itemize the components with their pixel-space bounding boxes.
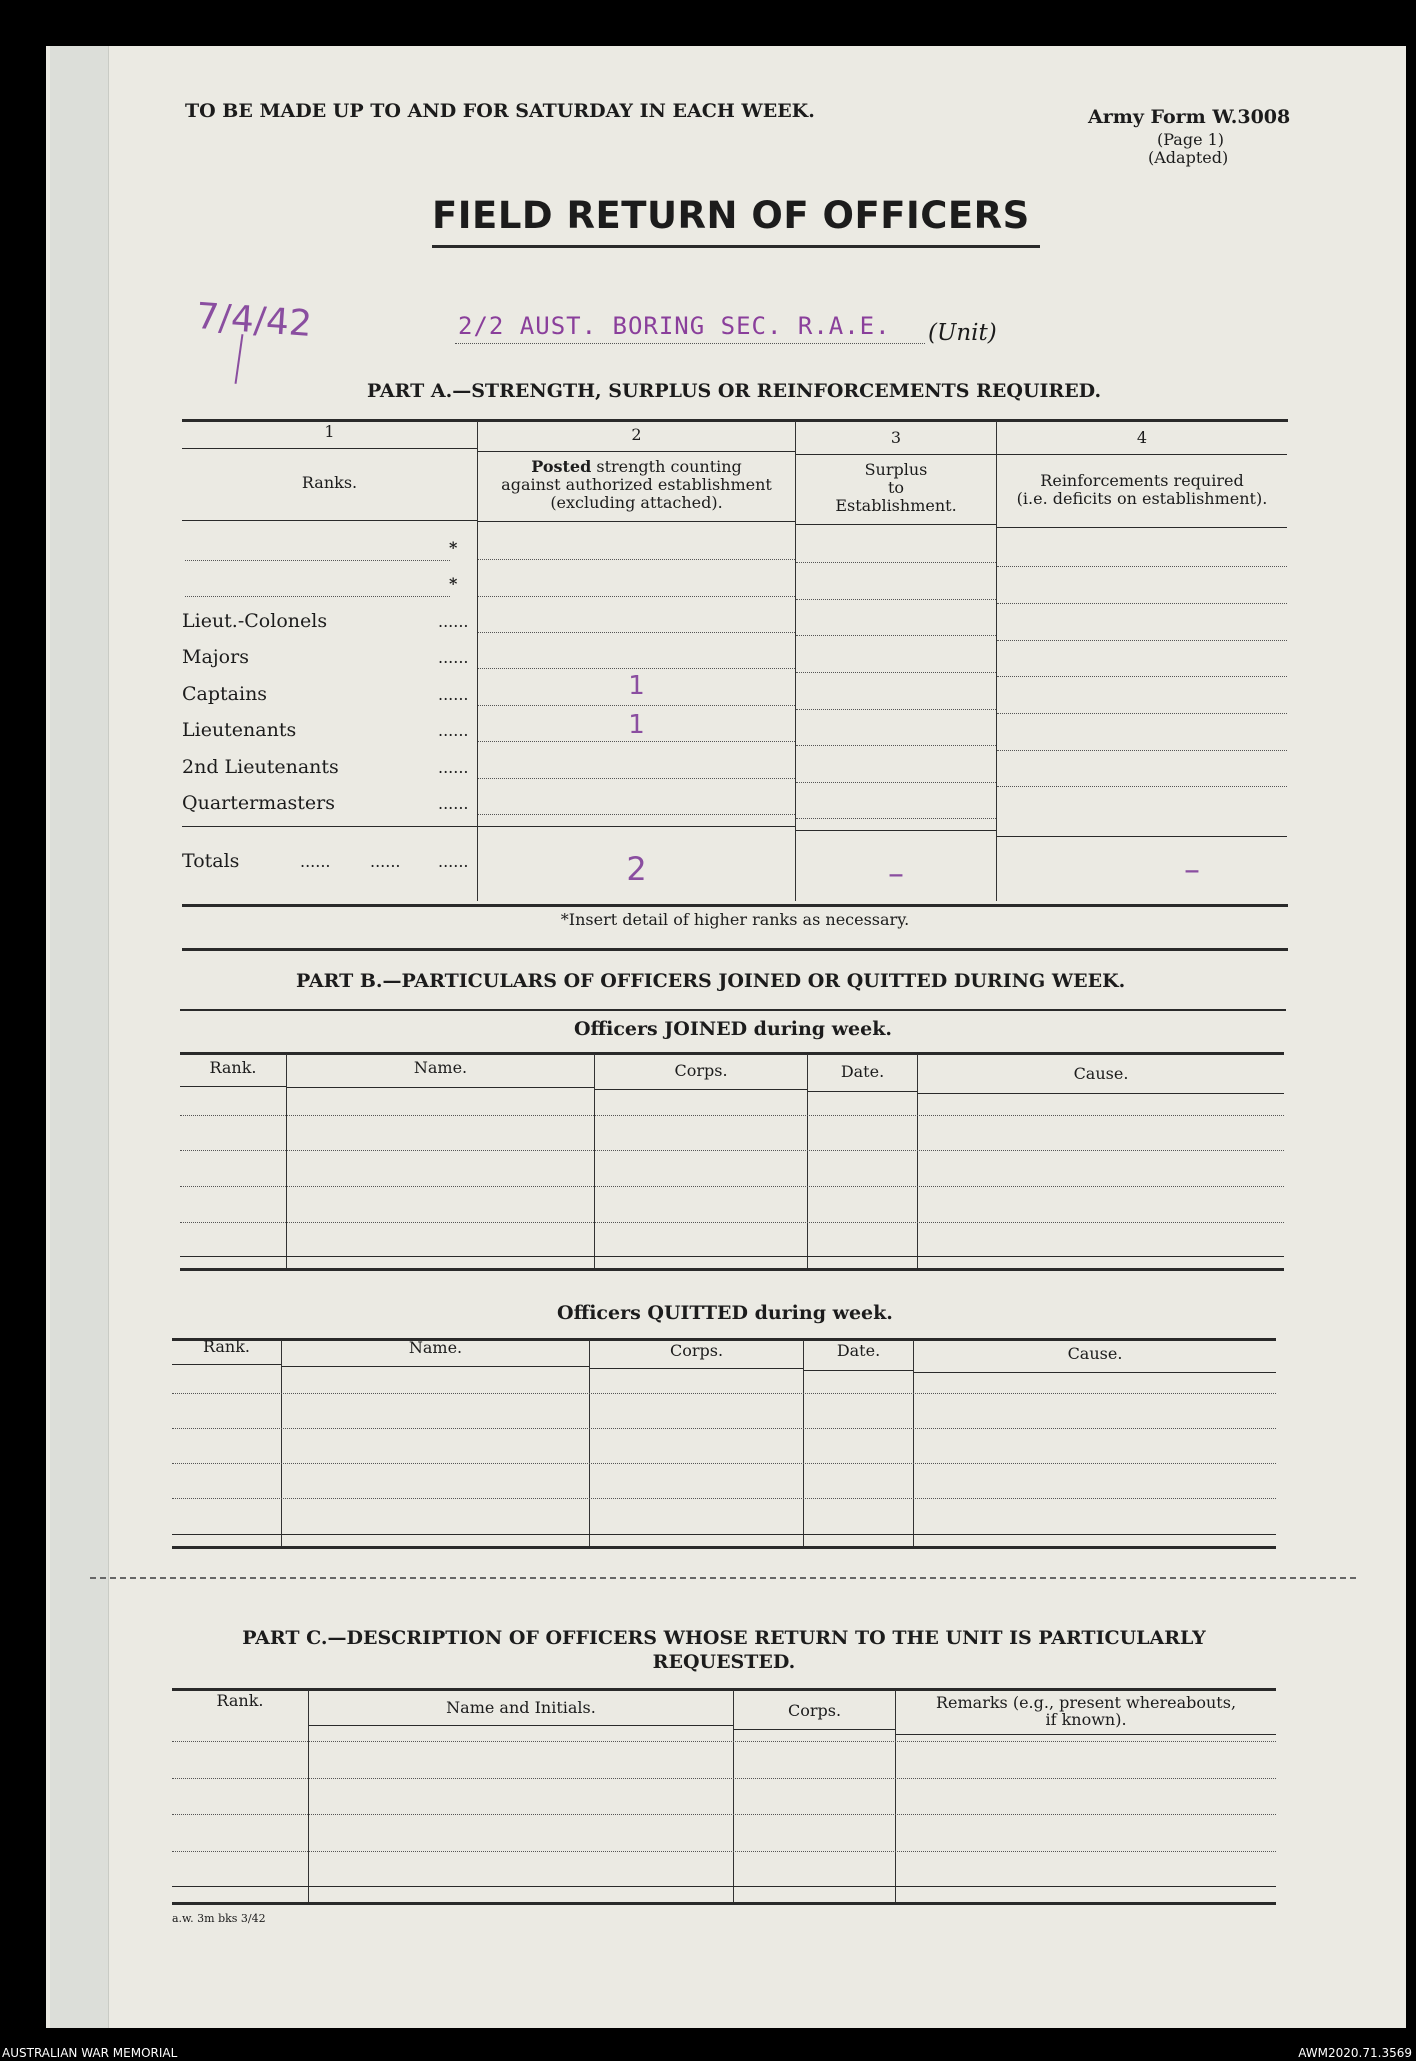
c2-dot-5 xyxy=(478,705,795,706)
joined-hdr-rule-5 xyxy=(918,1093,1284,1094)
col-number-1: 1 xyxy=(324,422,335,441)
header-surplus xyxy=(796,461,996,515)
rank-lieut-colonels: Lieut.-Colonels xyxy=(182,610,328,632)
part-c-remarks-line1: Remarks (e.g., present whereabouts, xyxy=(935,1693,1237,1712)
rank-quartermasters: Quartermasters xyxy=(182,792,335,814)
part-c-top-rule xyxy=(172,1688,1276,1691)
col2-header-rule xyxy=(478,521,795,522)
title-underline xyxy=(432,245,1040,248)
star-row-2-marker: * xyxy=(449,574,458,593)
part-a-footnote: *Insert detail of higher ranks as necessary. xyxy=(560,910,910,929)
totals-rule-col3 xyxy=(796,830,996,831)
quitted-row-1 xyxy=(172,1393,1276,1394)
header-ranks: Ranks. xyxy=(301,473,358,492)
c4-dot-1 xyxy=(997,566,1287,567)
star-row-1-line xyxy=(185,560,450,561)
c4-dot-2 xyxy=(997,603,1287,604)
c2-dot-4 xyxy=(478,668,795,669)
c3-dot-4 xyxy=(796,672,996,673)
part-c-col-remarks xyxy=(896,1694,1276,1728)
part-c-heading xyxy=(172,1626,1276,1674)
quitted-col-date: Date. xyxy=(836,1341,881,1360)
part-c-divider-1 xyxy=(308,1690,309,1902)
joined-hdr-rule-1 xyxy=(180,1086,286,1087)
col-number-2: 2 xyxy=(631,425,642,444)
totals-label: Totals xyxy=(182,850,240,872)
quitted-row-2 xyxy=(172,1428,1276,1429)
header-posted-bold: Posted xyxy=(531,457,592,476)
part-c-bottom-rule xyxy=(172,1902,1276,1905)
footer-institution: AUSTRALIAN WAR MEMORIAL xyxy=(2,2046,178,2060)
part-a-closing-rule xyxy=(182,948,1288,951)
quitted-divider-1 xyxy=(281,1340,282,1546)
totals-rule-col1 xyxy=(182,826,477,827)
col2-number-rule xyxy=(478,451,795,452)
part-c-hdr-rule-name xyxy=(309,1725,733,1726)
joined-hdr-rule-3 xyxy=(595,1089,807,1090)
totals-dots-c: ...... xyxy=(438,852,469,871)
joined-col-rank: Rank. xyxy=(209,1058,257,1077)
header-reinforcements xyxy=(997,472,1287,508)
part-c-hdr-rule-corps xyxy=(734,1729,895,1730)
c4-dot-6 xyxy=(997,750,1287,751)
part-c-col-rank: Rank. xyxy=(216,1691,264,1710)
c4-dot-3 xyxy=(997,640,1287,641)
part-a-heading: PART A.—STRENGTH, SURPLUS OR REINFORCEMENTS REQUIRED. xyxy=(367,380,1102,402)
joined-divider-3 xyxy=(807,1054,808,1268)
header-surplus-line3: Establishment. xyxy=(835,496,957,515)
part-c-row-3 xyxy=(172,1814,1276,1815)
quitted-hdr-rule-2 xyxy=(282,1366,589,1367)
totals-rule-col4 xyxy=(997,836,1287,837)
part-c-col-name: Name and Initials. xyxy=(446,1698,596,1717)
c4-dot-7 xyxy=(997,786,1287,787)
quitted-bottom-rule xyxy=(172,1546,1276,1549)
header-posted-strength xyxy=(478,458,795,512)
form-adapted: (Adapted) xyxy=(1148,148,1229,167)
col3-number-rule xyxy=(796,454,996,455)
rank-2nd-lieutenants: 2nd Lieutenants xyxy=(182,756,339,778)
quitted-hdr-rule-1 xyxy=(172,1364,281,1365)
header-reinf-line1: Reinforcements required xyxy=(1040,471,1244,490)
col-number-4: 4 xyxy=(1136,428,1148,447)
c2-dot-7 xyxy=(478,778,795,779)
tear-off-line xyxy=(90,1577,1356,1579)
form-page-number: (Page 1) xyxy=(1157,130,1225,149)
captains-posted-value: 1 xyxy=(628,671,645,701)
header-posted-rest: strength counting xyxy=(596,457,742,476)
joined-row-1 xyxy=(180,1115,1284,1116)
rank-dots-3: ...... xyxy=(438,721,469,740)
c3-dot-6 xyxy=(796,745,996,746)
footer-accession-number: AWM2020.71.3569 xyxy=(1298,2046,1412,2060)
totals-dots-b: ...... xyxy=(370,852,401,871)
joined-divider-4 xyxy=(917,1054,918,1268)
joined-title: Officers JOINED during week. xyxy=(573,1018,893,1040)
col-number-3: 3 xyxy=(890,428,902,447)
totals-reinforcements-value: – xyxy=(1184,850,1200,888)
totals-surplus-value: – xyxy=(888,854,904,892)
rank-dots-0: ...... xyxy=(438,612,469,631)
c2-dot-3 xyxy=(478,632,795,633)
rank-lieutenants: Lieutenants xyxy=(182,719,297,741)
part-c-col-corps: Corps. xyxy=(787,1701,842,1720)
print-code: a.w. 3m bks 3/42 xyxy=(172,1912,266,1925)
c3-dot-2 xyxy=(796,599,996,600)
c3-dot-3 xyxy=(796,635,996,636)
col1-header-rule xyxy=(182,520,477,521)
unit-label: (Unit) xyxy=(928,320,997,346)
joined-hdr-rule-4 xyxy=(808,1091,917,1092)
unit-stamp: 2/2 AUST. BORING SEC. R.A.E. xyxy=(458,312,891,340)
underlying-sheet xyxy=(50,46,109,2028)
col1-number-rule xyxy=(182,448,477,449)
joined-col-cause: Cause. xyxy=(1073,1064,1129,1083)
joined-row-2 xyxy=(180,1150,1284,1151)
quitted-hdr-rule-3 xyxy=(590,1368,803,1369)
c2-dot-2 xyxy=(478,596,795,597)
instruction-text: TO BE MADE UP TO AND FOR SATURDAY IN EACH WEEK. xyxy=(185,100,815,122)
quitted-title: Officers QUITTED during week. xyxy=(557,1302,893,1324)
quitted-row-3 xyxy=(172,1463,1276,1464)
totals-dots-a: ...... xyxy=(300,852,331,871)
col4-header-rule xyxy=(997,527,1287,528)
header-reinf-line2: (i.e. deficits on establishment). xyxy=(1016,489,1268,508)
quitted-col-rank: Rank. xyxy=(202,1337,251,1356)
rank-dots-1: ...... xyxy=(438,648,469,667)
joined-divider-2 xyxy=(594,1054,595,1268)
joined-bottom-rule xyxy=(180,1268,1284,1271)
c2-dot-6 xyxy=(478,741,795,742)
c2-dot-8 xyxy=(478,814,795,815)
page-title: FIELD RETURN OF OFFICERS xyxy=(432,194,1030,237)
totals-rule-col2 xyxy=(478,826,795,827)
quitted-divider-2 xyxy=(589,1340,590,1546)
lieutenants-posted-value: 1 xyxy=(628,710,645,740)
part-c-row-1 xyxy=(172,1741,1276,1742)
part-c-hdr-rule-remarks xyxy=(896,1734,1276,1735)
c2-dot-1 xyxy=(478,559,795,560)
c3-dot-5 xyxy=(796,709,996,710)
header-posted-line2: against authorized establishment xyxy=(501,475,772,494)
rank-dots-5: ...... xyxy=(438,794,469,813)
joined-col-name: Name. xyxy=(413,1058,468,1077)
joined-hdr-rule-2 xyxy=(287,1087,594,1088)
joined-col-corps: Corps. xyxy=(674,1061,728,1080)
part-c-heading-line1: PART C.—DESCRIPTION OF OFFICERS WHOSE RETURN TO THE UNIT IS PARTICULARLY xyxy=(242,1627,1206,1649)
c4-dot-4 xyxy=(997,676,1287,677)
part-b-heading-rule xyxy=(180,1009,1286,1011)
rank-captains: Captains xyxy=(182,683,268,705)
part-a-bottom-rule xyxy=(182,904,1288,907)
star-row-1-marker: * xyxy=(449,538,458,557)
header-surplus-line2: to xyxy=(887,478,905,497)
part-b-heading: PART B.—PARTICULARS OF OFFICERS JOINED OR QUITTED DURING WEEK. xyxy=(296,970,1126,992)
quitted-col-cause: Cause. xyxy=(1067,1344,1123,1363)
quitted-hdr-rule-5 xyxy=(914,1372,1276,1373)
quitted-row-4 xyxy=(172,1498,1276,1499)
header-surplus-line1: Surplus xyxy=(864,460,928,479)
part-c-row-5 xyxy=(172,1886,1276,1887)
part-c-row-4 xyxy=(172,1851,1276,1852)
joined-row-4 xyxy=(180,1222,1284,1223)
part-c-row-2 xyxy=(172,1778,1276,1779)
rank-dots-4: ...... xyxy=(438,758,469,777)
handwritten-date: 7/4/42 xyxy=(194,296,314,345)
quitted-col-name: Name. xyxy=(408,1338,463,1357)
col4-number-rule xyxy=(997,454,1287,455)
totals-posted-value: 2 xyxy=(626,850,647,888)
col3-header-rule xyxy=(796,524,996,525)
quitted-hdr-rule-4 xyxy=(804,1370,913,1371)
c3-dot-7 xyxy=(796,782,996,783)
quitted-divider-4 xyxy=(913,1340,914,1546)
rank-dots-2: ...... xyxy=(438,685,469,704)
part-c-heading-line2: REQUESTED. xyxy=(652,1651,796,1673)
joined-col-date: Date. xyxy=(840,1062,885,1081)
quitted-row-5 xyxy=(172,1534,1276,1535)
joined-row-5 xyxy=(180,1256,1284,1257)
part-c-remarks-line2: if known). xyxy=(1045,1710,1127,1729)
c3-dot-1 xyxy=(796,562,996,563)
c3-dot-8 xyxy=(796,818,996,819)
form-number: Army Form W.3008 xyxy=(1088,106,1291,128)
rank-majors: Majors xyxy=(182,646,249,668)
star-row-2-line xyxy=(185,596,450,597)
unit-dotted-line xyxy=(455,343,925,344)
joined-row-3 xyxy=(180,1186,1284,1187)
c4-dot-5 xyxy=(997,713,1287,714)
quitted-col-corps: Corps. xyxy=(669,1341,724,1360)
part-c-divider-2 xyxy=(733,1690,734,1902)
header-posted-line3: (excluding attached). xyxy=(550,493,723,512)
joined-top-rule xyxy=(180,1052,1284,1055)
